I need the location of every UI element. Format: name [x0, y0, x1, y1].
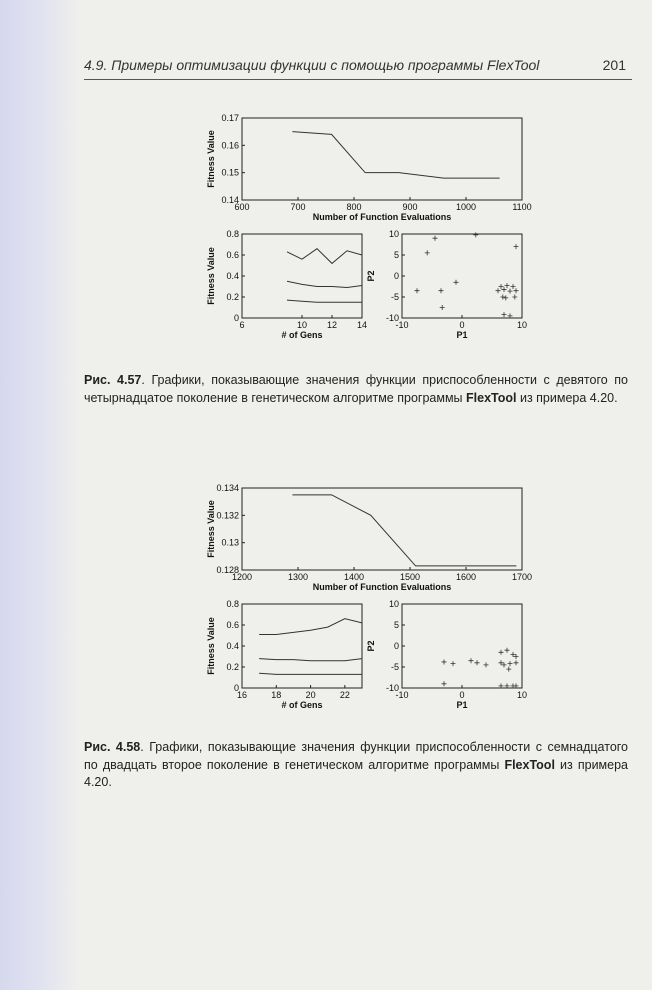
y-tick-label: -5 [390, 292, 399, 302]
x-axis-label: # of Gens [281, 700, 323, 710]
x-tick-label: 12 [326, 320, 338, 330]
scatter-point [514, 288, 519, 293]
figure-4-58-plots [192, 478, 532, 718]
figure-4-57-plots [192, 108, 532, 348]
x-tick-label: 700 [290, 202, 306, 212]
y-tick-label: 0.8 [226, 599, 239, 609]
scatter-point [451, 661, 456, 666]
x-tick-label: 6 [239, 320, 245, 330]
scatter-point [514, 660, 519, 665]
scatter-point [496, 288, 501, 293]
scatter-point [484, 662, 489, 667]
page-number: 201 [602, 57, 626, 73]
scatter-point [469, 658, 474, 663]
scatter-point [502, 312, 507, 317]
x-tick-label: 600 [234, 202, 250, 212]
x-axis-label: # of Gens [281, 330, 323, 340]
figure-4-57-caption [84, 372, 628, 407]
scatter-point [473, 232, 478, 237]
scatter-point [442, 659, 447, 664]
x-tick-label: 1500 [399, 572, 421, 582]
scatter-point [505, 648, 510, 653]
y-tick-label: 0.17 [221, 113, 239, 123]
plot-frame [242, 234, 362, 318]
x-tick-label: 10 [516, 690, 528, 700]
fitness-vs-gens-plot [206, 599, 362, 710]
x-tick-label: 1100 [512, 202, 532, 212]
caption-text: . Графики, показывающие значения функции приспособленности с девятого по четырнадцатое поколение в генетическом алгоритме программы [84, 373, 628, 405]
y-tick-label: 0.6 [226, 250, 239, 260]
y-tick-label: 0.134 [216, 483, 239, 493]
x-tick-label: 0 [459, 690, 465, 700]
y-tick-label: 0.2 [226, 662, 239, 672]
x-tick-label: 18 [271, 690, 282, 700]
x-tick-label: 10 [296, 320, 308, 330]
running-header-title: 4.9. Примеры оптимизации функции с помощью программы FlexTool [84, 57, 540, 73]
scatter-point [505, 283, 510, 288]
figure-4-58 [192, 478, 532, 718]
scatter-point [415, 288, 420, 293]
scatter-point [425, 250, 430, 255]
caption-label: Рис. 4.58 [84, 740, 141, 754]
x-tick-label: 1300 [287, 572, 309, 582]
scatter-point [499, 650, 504, 655]
series-line-max [259, 619, 362, 635]
running-header [84, 55, 632, 80]
y-tick-label: -10 [385, 683, 399, 693]
y-tick-label: 0.128 [216, 565, 239, 575]
fitness-vs-evaluations-plot [206, 483, 532, 592]
y-axis-label: P2 [366, 640, 376, 652]
x-tick-label: -10 [395, 690, 409, 700]
y-tick-label: 0 [233, 683, 239, 693]
series-line-min [287, 300, 362, 302]
scatter-point [506, 667, 511, 672]
x-tick-label: 900 [402, 202, 418, 212]
y-tick-label: 5 [393, 620, 399, 630]
scatter-point [433, 236, 438, 241]
x-tick-label: 14 [356, 320, 368, 330]
plot-frame [242, 118, 522, 200]
y-tick-label: 0.15 [221, 167, 239, 178]
x-tick-label: 22 [339, 690, 350, 700]
y-tick-label: 0.2 [226, 292, 239, 302]
series-line-mean [287, 281, 362, 287]
y-axis-label: Fitness Value [206, 617, 216, 675]
y-axis-label: Fitness Value [206, 247, 216, 305]
series-line-max [287, 249, 362, 264]
y-tick-label: 0 [393, 271, 399, 281]
y-tick-label: 0 [393, 641, 399, 651]
y-tick-label: 0.14 [221, 195, 239, 205]
plot-frame [242, 488, 522, 570]
plot-frame [242, 604, 362, 688]
p1-p2-scatter-plot [366, 229, 527, 340]
plot-frame [402, 234, 522, 318]
x-axis-label: P1 [456, 700, 468, 710]
scatter-point [508, 289, 513, 294]
y-tick-label: 0.4 [226, 641, 239, 651]
scatter-point [475, 660, 480, 665]
x-tick-label: 800 [346, 202, 362, 212]
x-tick-label: 0 [459, 320, 465, 330]
x-tick-label: 1000 [455, 202, 477, 212]
y-tick-label: 0 [233, 313, 239, 323]
scatter-point [503, 295, 508, 300]
x-tick-label: 20 [305, 690, 316, 700]
caption-bold-term: FlexTool [504, 757, 555, 772]
scatter-point [439, 288, 444, 293]
scatter-point [508, 661, 513, 666]
x-axis-label: Number of Function Evaluations [312, 212, 452, 222]
x-tick-label: 1200 [231, 572, 253, 582]
scatter-point [514, 244, 519, 249]
caption-label: Рис. 4.57 [84, 373, 142, 387]
page-spine-shadow [0, 0, 78, 990]
y-tick-label: 10 [388, 229, 399, 239]
x-axis-label: P1 [456, 330, 468, 340]
y-tick-label: -10 [385, 313, 399, 323]
caption-text: . Графики, показывающие значения функции приспособленности с семнадцатого по двадцать второе поколение в генетическом алгоритме программы [84, 740, 629, 772]
scatter-point [500, 295, 505, 300]
p1-p2-scatter-plot [366, 599, 527, 710]
x-axis-label: Number of Function Evaluations [312, 582, 452, 592]
series-line-fitness [292, 132, 499, 178]
scatter-point [499, 284, 504, 289]
scatter-point [502, 287, 507, 292]
x-tick-label: -10 [395, 320, 409, 330]
y-tick-label: 10 [388, 599, 399, 609]
series-line-min [259, 673, 362, 674]
caption-text-end: из примера 4.20. [84, 757, 629, 789]
caption-bold-term: FlexTool [466, 390, 517, 405]
y-tick-label: 0.16 [221, 140, 239, 151]
x-tick-label: 1700 [511, 572, 533, 582]
series-line-mean [259, 659, 362, 661]
y-tick-label: 0.4 [226, 271, 239, 281]
scatter-point [512, 295, 517, 300]
fitness-vs-evaluations-plot [206, 113, 532, 222]
caption-text-end: из примера 4.20. [516, 390, 618, 405]
scatter-point [442, 681, 447, 686]
y-tick-label: -5 [390, 662, 399, 672]
y-tick-label: 0.8 [226, 229, 239, 239]
scatter-point [511, 284, 516, 289]
figure-4-57 [192, 108, 532, 348]
plot-frame [402, 604, 522, 688]
y-axis-label: Fitness Value [206, 500, 216, 558]
scatter-point [440, 305, 445, 310]
x-tick-label: 1600 [455, 572, 477, 582]
y-axis-label: Fitness Value [206, 130, 216, 188]
y-tick-label: 5 [393, 250, 399, 260]
y-axis-label: P2 [366, 270, 376, 282]
x-tick-label: 10 [516, 320, 528, 330]
y-tick-label: 0.13 [221, 537, 239, 548]
series-line-fitness [292, 495, 516, 566]
y-tick-label: 0.132 [216, 510, 239, 521]
y-tick-label: 0.6 [226, 620, 239, 630]
x-tick-label: 1400 [343, 572, 365, 582]
x-tick-label: 16 [236, 690, 248, 700]
figure-4-58-caption [84, 739, 628, 792]
scatter-point [454, 280, 459, 285]
fitness-vs-gens-plot [206, 229, 367, 340]
